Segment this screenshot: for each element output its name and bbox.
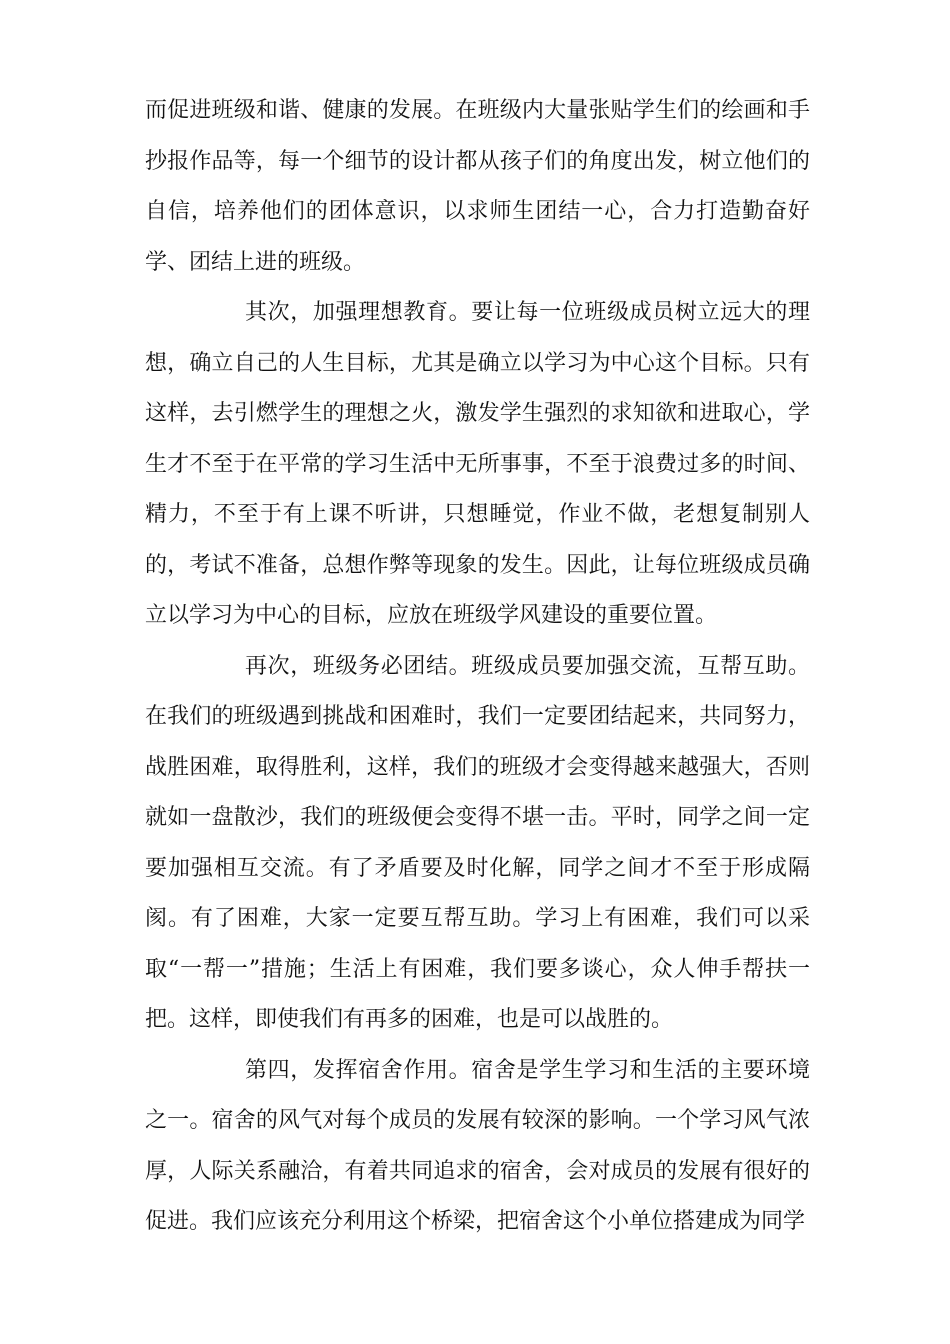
paragraph-continuation: 而促进班级和谐、健康的发展。在班级内大量张贴学生们的绘画和手抄报作品等，每一个细节的设计都从孩子们的角度出发，树立他们的自信，培养他们的团体意识，以求师生团结一心，合力打造勤奋好学、团结上进的班级。 [145,98,810,275]
paragraph-dormitory-role: 第四，发挥宿舍作用。宿舍是学生学习和生活的主要环境之一。宿舍的风气对每个成员的发展有较深的影响。一个学习风气浓厚，人际关系融洽，有着共同追求的宿舍，会对成员的发展有很好的促进。我们应该充分利用这个桥梁，把宿舍这个小单位搭建成为同学 [145,1057,810,1234]
paragraph-ideal-education: 其次，加强理想教育。要让每一位班级成员树立远大的理想，确立自己的人生目标，尤其是确立以学习为中心这个目标。只有这样，去引燃学生的理想之火，激发学生强烈的求知欲和进取心，学生才不至于在平常的学习生活中无所事事，不至于浪费过多的时间、精力，不至于有上课不听讲，只想睡觉，作业不做，老想复制别人的，考试不准备，总想作弊等现象的发生。因此，让每位班级成员确立以学习为中心的目标，应放在班级学风建设的重要位置。 [145,300,810,628]
paragraph-class-unity: 再次，班级务必团结。班级成员要加强交流，互帮互助。在我们的班级遇到挑战和困难时，我们一定要团结起来，共同努力，战胜困难，取得胜利，这样，我们的班级才会变得越来越强大，否则就如一盘散沙，我们的班级便会变得不堪一击。平时，同学之间一定要加强相互交流。有了矛盾要及时化解，同学之间才不至于形成隔阂。有了困难，大家一定要互帮互助。学习上有困难，我们可以采取“一帮一”措施；生活上有困难，我们要多谈心，众人伸手帮扶一把。这样，即使我们有再多的困难，也是可以战胜的。 [145,653,810,1032]
document-body [145,86,810,1248]
